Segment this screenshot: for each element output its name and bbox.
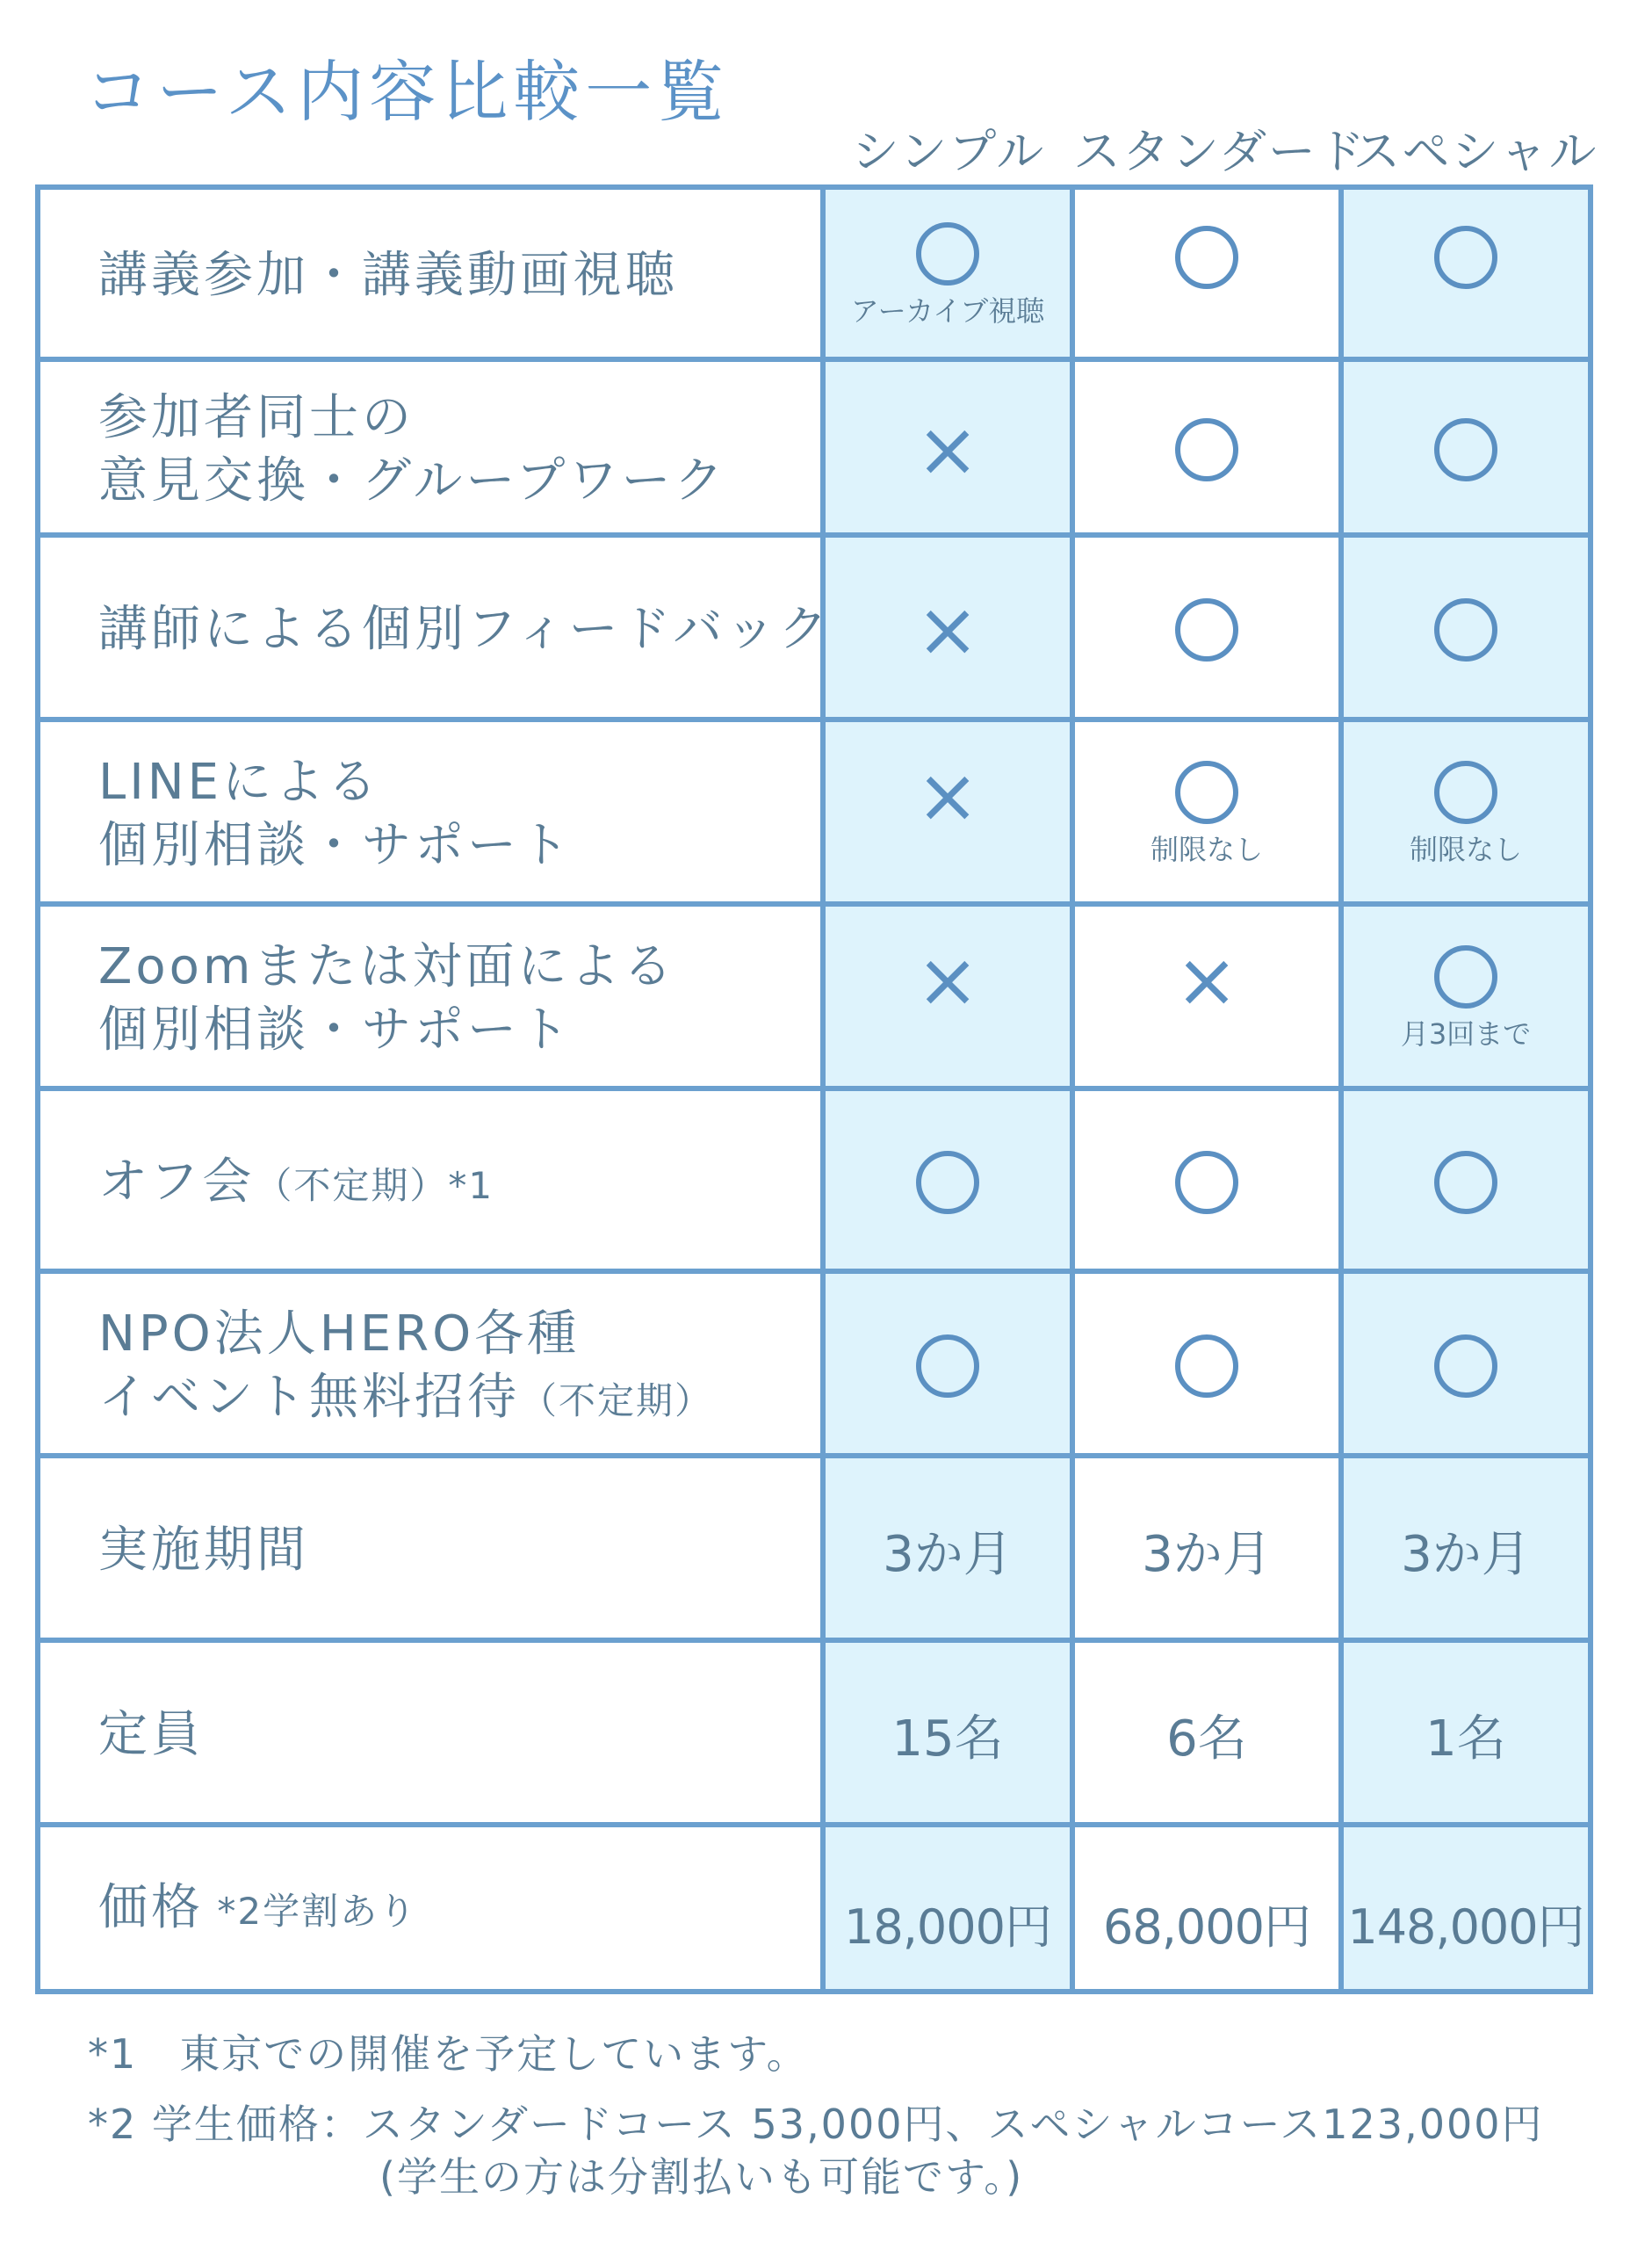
footnote-2-continued: (学生の方は分割払いも可能です。) [379,2153,1024,2201]
row-label-line: 実施期間 [98,1522,309,1579]
check-circle-icon [1175,1334,1238,1398]
row-label [98,1151,494,1218]
row-label-line: オフ会 [98,1153,256,1211]
table-cell [1344,1091,1588,1274]
check-circle-icon [1175,761,1238,824]
cell-note-spacer [1202,1022,1211,1055]
check-circle-icon [1434,418,1497,481]
cross-icon: × [915,406,980,494]
cell-note-spacer [943,1022,952,1055]
row-label-line: 個別相談・サポート [98,1002,573,1059]
footnote-2: *2 学生価格：スタンダードコース 53,000円、スペシャルコース123,000円 [88,2101,1544,2148]
table-cell [826,538,1070,722]
table-cell [826,1091,1070,1274]
table-cell [826,1643,1070,1827]
table-cell [1075,1274,1338,1458]
footnote-1: *1 東京での開催を予定しています。 [88,2030,809,2078]
table-cell [1075,1091,1338,1274]
check-circle-icon [916,222,979,286]
row-label [98,1519,309,1582]
check-circle-icon [1175,1151,1238,1214]
cross-icon: × [1174,936,1239,1024]
row-label-suffix: （不定期） [520,1379,714,1422]
table-cell [1344,190,1588,362]
cell-value: 15名 [891,1710,1004,1768]
table-cell [1075,722,1338,907]
row-label [98,1703,204,1767]
column-header-standard: スタンダード [1073,124,1367,179]
table-cell [1344,538,1588,722]
check-circle-icon [1175,598,1238,662]
cell-value: 3か月 [883,1526,1013,1583]
page-title: コース内容比較一覧 [84,53,730,131]
table-cell [826,1827,1070,1989]
cross-icon: × [915,752,980,840]
row-label [98,751,573,878]
table-cell [826,907,1070,1091]
check-circle-icon [1434,1151,1497,1214]
cross-icon: × [915,936,980,1024]
cell-note: 制限なし [1409,833,1522,866]
cell-note: アーカイブ視聴 [850,294,1045,328]
column-header-simple: シンプル [851,124,1046,179]
cell-value: 1名 [1425,1710,1506,1768]
cell-note-spacer [1461,293,1470,326]
check-circle-icon [1175,226,1238,289]
row-label [98,936,675,1062]
table-cell [826,362,1070,538]
cell-value: 6名 [1166,1710,1247,1768]
check-circle-icon [916,1334,979,1398]
table-cell [1075,1643,1338,1827]
table-cell [1075,1827,1338,1989]
check-circle-icon [916,1151,979,1214]
check-circle-icon [1434,761,1497,824]
row-label [98,387,727,513]
cell-note: 月3回まで [1400,1017,1532,1051]
cell-note-spacer [1202,293,1211,326]
row-label [98,1303,713,1433]
row-label-line: Zoomまたは対面による [98,938,676,995]
table-cell [826,1458,1070,1643]
row-label [98,244,678,307]
column-header-special: スペシャル [1353,124,1598,179]
table-cell [1344,722,1588,907]
row-label-line: 講義参加・講義動画視聴 [98,247,678,304]
check-circle-icon [1434,226,1497,289]
table-cell [1075,362,1338,538]
row-label [98,598,831,662]
table-cell [826,1274,1070,1458]
row-label-line: 意見交換・グループワーク [98,452,727,510]
cell-value: 3か月 [1401,1526,1531,1583]
row-label-suffix: *2学割あり [204,1890,418,1933]
table-cell [826,190,1070,362]
check-circle-icon [1434,598,1497,662]
table-cell [1075,538,1338,722]
check-circle-icon [1434,1334,1497,1398]
table-cell [1075,1458,1338,1643]
row-label-line: 講師による個別フィードバック [98,601,832,658]
table-cell [1344,1643,1588,1827]
price-value: 148,000円 [1347,1899,1584,1955]
row-label-line: NPO法人HERO各種 [98,1305,581,1363]
check-circle-icon [1175,418,1238,481]
price-value: 68,000円 [1103,1899,1310,1955]
table-cell [1344,907,1588,1091]
table-cell [826,722,1070,907]
cross-icon: × [915,586,980,674]
check-circle-icon [1434,945,1497,1009]
table-cell [1075,190,1338,362]
table-cell [1344,362,1588,538]
row-label-line: 個別相談・サポート [98,817,573,874]
row-label [98,1877,417,1943]
row-label-line: 定員 [98,1706,204,1763]
row-label-suffix: （不定期）*1 [255,1164,494,1207]
row-label-line: 価格 [98,1879,204,1936]
cell-value: 3か月 [1142,1526,1272,1583]
table-cell [1075,907,1338,1091]
cell-note: 制限なし [1150,833,1263,866]
row-label-line: イベント無料招待 [98,1369,520,1426]
row-label-line: 参加者同士の [98,389,415,446]
table-cell [1344,1827,1588,1989]
cell-note-spacer [943,837,952,871]
row-label-line: LINEによる [98,754,380,811]
table-cell [1344,1458,1588,1643]
price-value: 18,000円 [844,1899,1051,1955]
table-cell [1344,1274,1588,1458]
